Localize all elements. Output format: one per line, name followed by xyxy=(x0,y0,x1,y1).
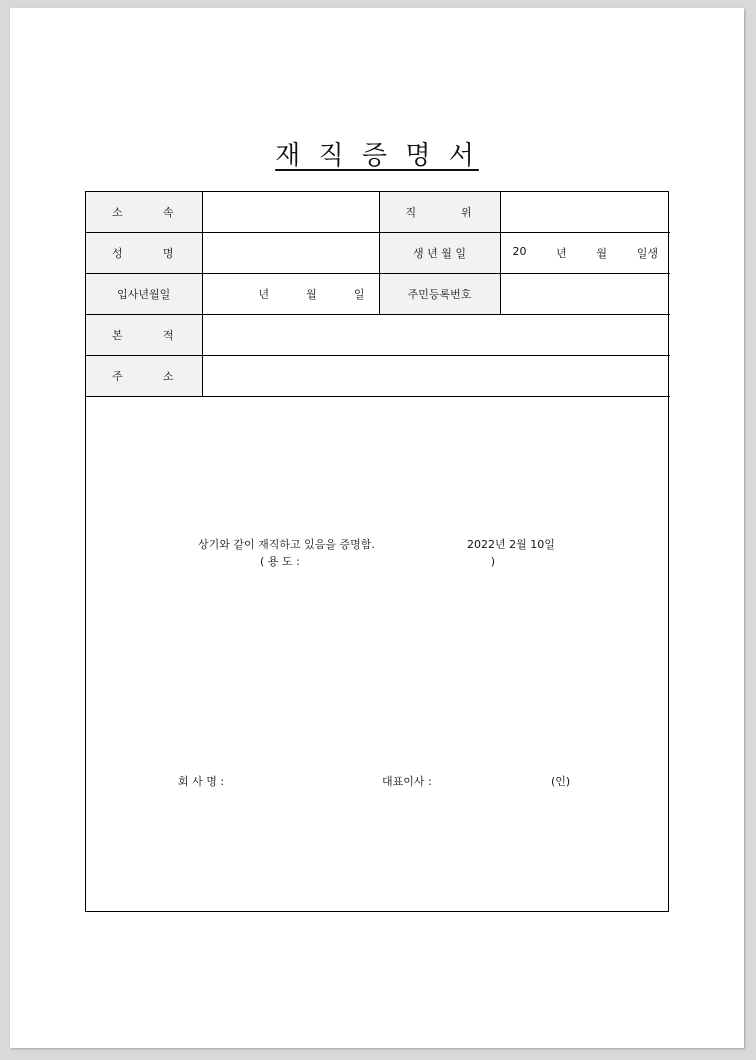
info-table xyxy=(86,192,670,397)
name-label: 성 명 xyxy=(86,233,202,274)
join-date-label: 입사년월일 xyxy=(86,274,202,315)
seal-mark: (인) xyxy=(551,775,571,788)
ceo-label: 대표이사 : xyxy=(382,775,432,788)
birthdate-label: 생 년 월 일 xyxy=(379,233,500,274)
domicile-label: 본 적 xyxy=(86,315,202,356)
issue-date: 2022년 2월 10일 xyxy=(467,538,555,551)
name-value[interactable] xyxy=(202,233,379,274)
document-page xyxy=(10,8,744,1048)
position-value[interactable] xyxy=(500,192,670,233)
statement-text: 상기와 같이 재직하고 있음을 증명함. xyxy=(198,538,375,551)
position-label: 직 위 xyxy=(379,192,500,233)
purpose-line: ( 용 도 : ) xyxy=(260,555,496,568)
document-title: 재 직 증 명 서 xyxy=(275,141,479,171)
address-value[interactable] xyxy=(202,356,670,397)
table-row xyxy=(86,274,670,315)
join-date-value[interactable]: 년 월 일 xyxy=(202,274,379,315)
table-row xyxy=(86,356,670,397)
affiliation-label: 소 속 xyxy=(86,192,202,233)
table-row xyxy=(86,192,670,233)
address-label: 주 소 xyxy=(86,356,202,397)
company-name-label: 회 사 명 : xyxy=(178,775,225,788)
table-row xyxy=(86,315,670,356)
birthdate-value[interactable]: 20 년 월 일생 xyxy=(500,233,670,274)
table-row xyxy=(86,233,670,274)
certificate-frame xyxy=(85,191,669,912)
affiliation-value[interactable] xyxy=(202,192,379,233)
resident-number-label: 주민등록번호 xyxy=(379,274,500,315)
domicile-value[interactable] xyxy=(202,315,670,356)
resident-number-value[interactable] xyxy=(500,274,670,315)
